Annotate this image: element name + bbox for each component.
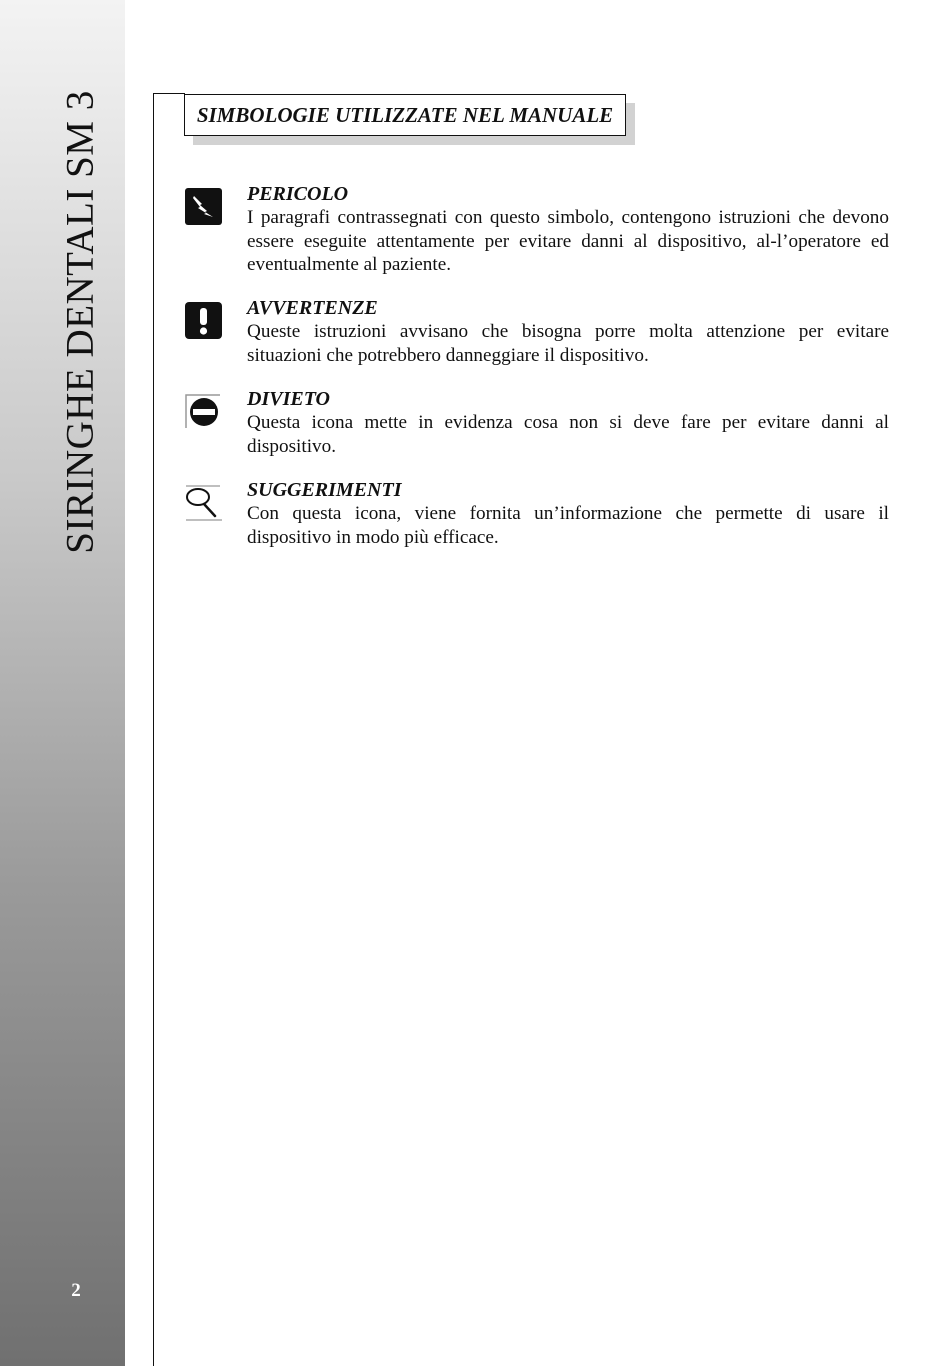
magnifier-icon: [184, 482, 224, 522]
section-title-box: [184, 94, 626, 136]
entry-text: Con questa icona, viene fornita un’informazione che permette di usare il dispositivo in modo più efficace.: [247, 503, 889, 548]
entry-pericolo: [247, 183, 889, 277]
prohibition-icon: [184, 392, 222, 430]
entry-title: AVVERTENZE: [247, 297, 378, 319]
section-title: SIMBOLOGIE UTILIZZATE NEL MANUALE: [196, 102, 614, 127]
entry-text: I paragrafi contrassegnati con questo simbolo, contengono istruzioni che devono essere eseguite attentamente per evitare danni al dispositivo, al-l’operatore ed eventualmente al paziente.: [247, 207, 889, 275]
entry-suggerimenti: [247, 479, 889, 549]
entry-title: PERICOLO: [247, 183, 349, 205]
entry-text: Questa icona mette in evidenza cosa non si deve fare per evitare danni al dispositivo.: [247, 412, 889, 457]
entry-text: Queste istruzioni avvisano che bisogna porre molta attenzione per evitare situazioni che potrebbero danneggiare il dispositivo.: [247, 321, 889, 366]
warning-exclamation-icon: [185, 302, 222, 339]
entry-title: SUGGERIMENTI: [247, 479, 402, 501]
entry-divieto: [247, 388, 889, 458]
side-title-text: SIRINGHE DENTALI SM 3: [58, 90, 102, 554]
page-number: 2: [71, 1280, 81, 1301]
margin-rule: [153, 93, 154, 1366]
danger-lightning-icon: [185, 188, 222, 225]
entry-avvertenze: [247, 297, 889, 367]
entry-title: DIVIETO: [247, 388, 330, 410]
header-rule: [153, 93, 185, 94]
